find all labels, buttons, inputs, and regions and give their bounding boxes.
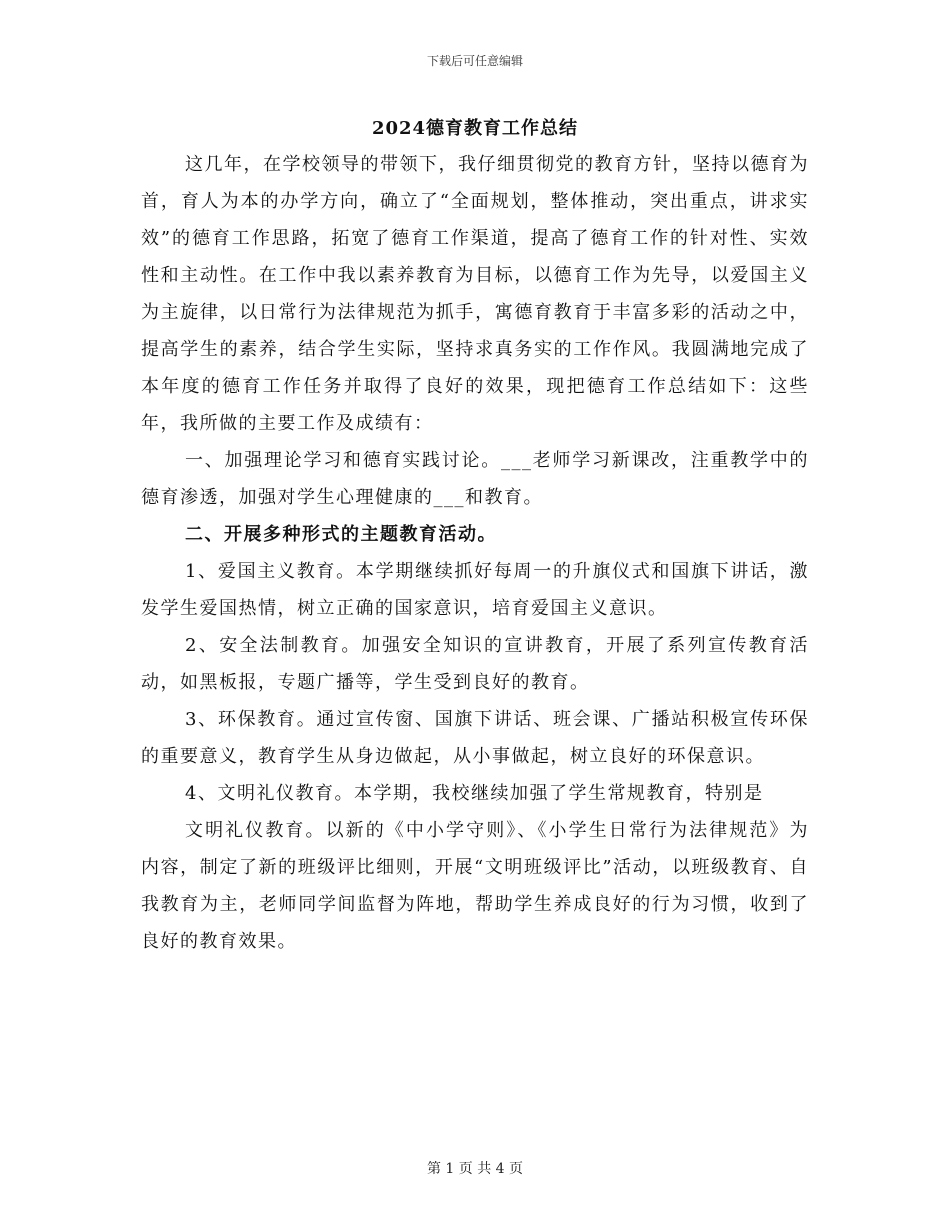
paragraph-item-3: 3、环保教育。通过宣传窗、国旗下讲话、班会课、广播站积极宣传环保的重要意义，教育学生从身边做起，从小事做起，树立良好的环保意识。	[141, 709, 809, 767]
document-title: 2024德育教育工作总结	[371, 118, 579, 139]
paragraph-item-4: 4、文明礼仪教育。本学期，我校继续加强了学生常规教育，特别是	[185, 783, 764, 804]
document-body	[141, 146, 809, 960]
section-heading-2: 二、开展多种形式的主题教育活动。	[185, 524, 497, 545]
paragraph-item-2: 2、安全法制教育。加强安全知识的宣讲教育，开展了系列宣传教育活动，如黑板报，专题广播等，学生受到良好的教育。	[141, 635, 809, 693]
paragraph-item-4-continued: 文明礼仪教育。以新的《中小学守则》、《小学生日常行为法律规范》为内容，制定了新的班级评比细则，开展“文明班级评比”活动，以班级教育、自我教育为主，老师同学间监督为阵地，帮助学生养成良好的行为习惯，收到了良好的教育效果。	[141, 820, 809, 952]
paragraph-item-1: 1、爱国主义教育。本学期继续抓好每周一的升旗仪式和国旗下讲话，激发学生爱国热情，树立正确的国家意识，培育爱国主义意识。	[141, 561, 809, 619]
paragraph-section-1: 一、加强理论学习和德育实践讨论。___老师学习新课改，注重教学中的德育渗透，加强对学生心理健康的___和教育。	[141, 450, 809, 508]
page-number-footer: 第 1 页 共 4 页	[426, 1161, 524, 1177]
page-header-note: 下载后可任意编辑	[426, 54, 523, 68]
paragraph-intro: 这几年，在学校领导的带领下，我仔细贯彻党的教育方针，坚持以德育为首，育人为本的办学方向，确立了“全面规划，整体推动，突出重点，讲求实效”的德育工作思路，拓宽了德育工作渠道，提高了德育工作的针对性、实效性和主动性。在工作中我以素养教育为目标，以德育工作为先导，以爱国主义为主旋律，以日常行为法律规范为抓手，寓德育教育于丰富多彩的活动之中，提高学生的素养，结合学生实际，坚持求真务实的工作作风。我圆满地完成了本年度的德育工作任务并取得了良好的效果，现把德育工作总结如下：这些年，我所做的主要工作及成绩有：	[141, 154, 809, 434]
